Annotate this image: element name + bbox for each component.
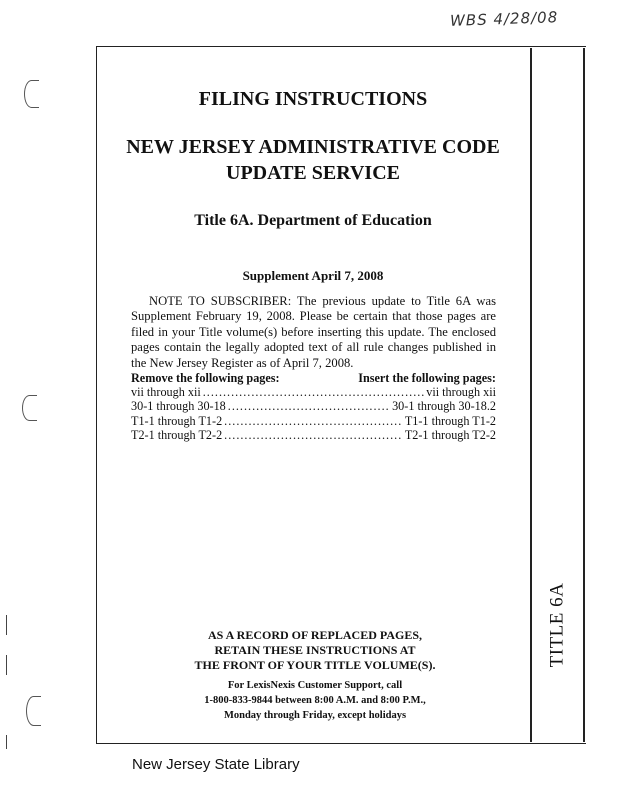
subscriber-note: NOTE TO SUBSCRIBER: The previous update to Title 6A was Supplement February 19, 2008. Please be certain that those pages are filed in your Title volume(s) before inserting this update. The enclosed pages contain the legally adopted text of all rule changes published in the New Jersey Register as of April 7, 2008. — [131, 294, 496, 370]
title-name: Title 6A. Department of Education — [194, 212, 432, 229]
record-notice — [150, 628, 480, 673]
library-footer: New Jersey State Library — [132, 756, 300, 773]
code-title — [96, 134, 530, 186]
insert-pages: 30-1 through 30-18.2 — [392, 399, 496, 414]
support-line: Monday through Friday, except holidays — [223, 710, 407, 721]
leader-dots — [228, 399, 390, 413]
insert-pages: T1-1 through T1-2 — [404, 413, 496, 428]
insert-pages: T2-1 through T2-2 — [404, 427, 496, 442]
customer-support-info — [150, 678, 480, 723]
table-row — [131, 414, 496, 428]
record-notice-line: AS A RECORD OF REPLACED PAGES, — [207, 628, 423, 642]
supplement-date: Supplement April 7, 2008 — [242, 268, 384, 283]
record-notice-line: RETAIN THESE INSTRUCTIONS AT — [214, 643, 416, 657]
support-line: 1-800-833-9844 between 8:00 A.M. and 8:00 P.M., — [204, 695, 426, 706]
insert-header: Insert the following pages: — [358, 371, 496, 385]
record-notice-line: THE FRONT OF YOUR TITLE VOLUME(S). — [194, 658, 436, 672]
page-replacement-table — [131, 371, 496, 442]
code-title-line: UPDATE SERVICE — [226, 162, 400, 184]
leader-dots — [224, 428, 403, 442]
table-row — [131, 428, 496, 442]
support-line: For LexisNexis Customer Support, call — [227, 680, 403, 691]
table-header — [131, 371, 496, 385]
code-title-line: NEW JERSEY ADMINISTRATIVE CODE — [126, 136, 500, 158]
binder-hole-mark — [26, 696, 41, 726]
handwritten-date-stamp: WBS 4/28/08 — [449, 8, 559, 30]
binder-hole-mark — [24, 80, 39, 108]
binder-hole-mark — [22, 395, 37, 421]
scan-edge-mark — [6, 735, 7, 749]
remove-pages: T1-1 through T1-2 — [131, 413, 223, 428]
leader-dots — [203, 385, 425, 399]
insert-pages: vii through xii — [426, 385, 496, 400]
table-row — [131, 399, 496, 413]
scan-edge-mark — [6, 655, 7, 675]
title-tab — [530, 560, 584, 690]
remove-pages: vii through xii — [131, 385, 201, 400]
remove-pages: T2-1 through T2-2 — [131, 427, 223, 442]
table-row — [131, 385, 496, 399]
page-title: FILING INSTRUCTIONS — [198, 88, 428, 110]
remove-header: Remove the following pages: — [131, 371, 280, 385]
scan-edge-mark — [6, 615, 7, 635]
remove-pages: 30-1 through 30-18 — [131, 399, 226, 414]
leader-dots — [224, 414, 403, 428]
title-tab-label: TITLE 6A — [546, 582, 568, 668]
